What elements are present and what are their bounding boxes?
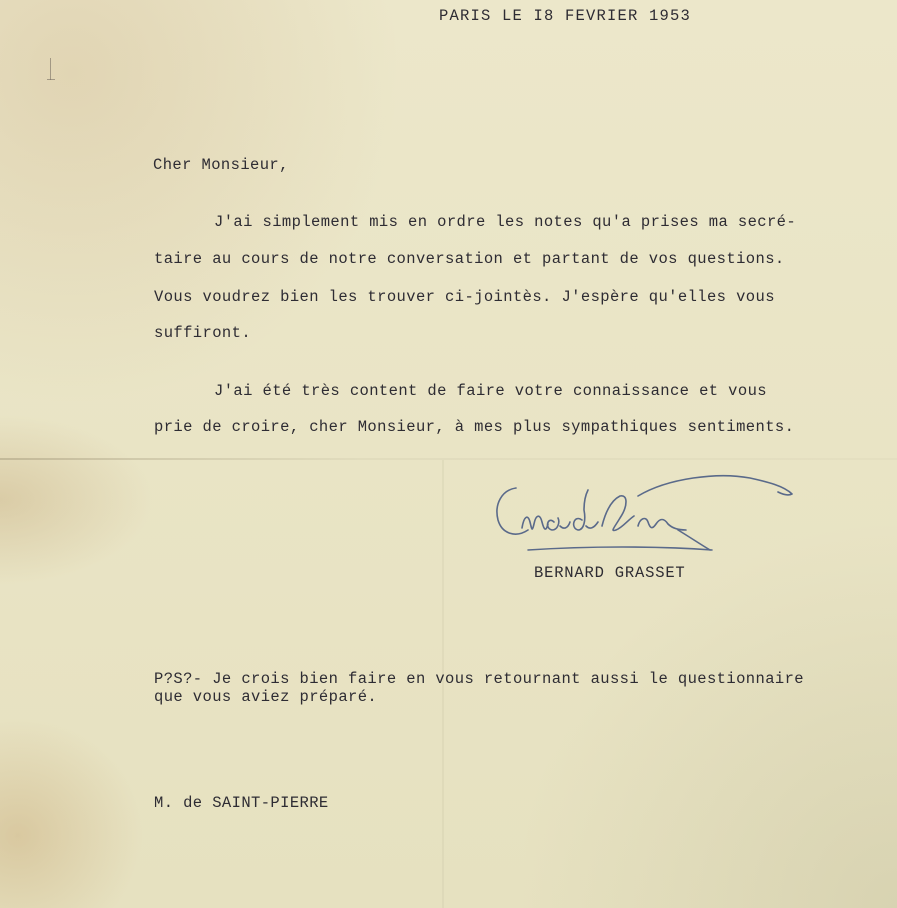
postscript-line2: que vous aviez préparé. [154, 688, 378, 706]
salutation: Cher Monsieur, [153, 156, 289, 174]
margin-pencil-mark [50, 58, 57, 80]
paragraph2-line1: J'ai été très content de faire votre connaissance et vous [214, 382, 767, 400]
signer-name: BERNARD GRASSET [534, 564, 686, 582]
paragraph1-line1: J'ai simplement mis en ordre les notes qu'a prises ma secré- [214, 213, 797, 231]
paragraph1-line3: Vous voudrez bien les trouver ci-jointès. J'espère qu'elles vous [154, 288, 775, 306]
paragraph1-line2: taire au cours de notre conversation et partant de vos questions. [154, 250, 785, 268]
paragraph2-line2: prie de croire, cher Monsieur, à mes plus sympathiques sentiments. [154, 418, 795, 436]
paper-fold-horizontal [0, 458, 897, 460]
date-line: PARIS LE I8 FEVRIER 1953 [439, 7, 692, 25]
handwritten-signature [488, 470, 798, 560]
paragraph1-line4: suffiront. [154, 324, 252, 342]
recipient-line: M. de SAINT-PIERRE [154, 794, 329, 812]
postscript-line1: P?S?- Je crois bien faire en vous retournant aussi le questionnaire [154, 670, 805, 688]
